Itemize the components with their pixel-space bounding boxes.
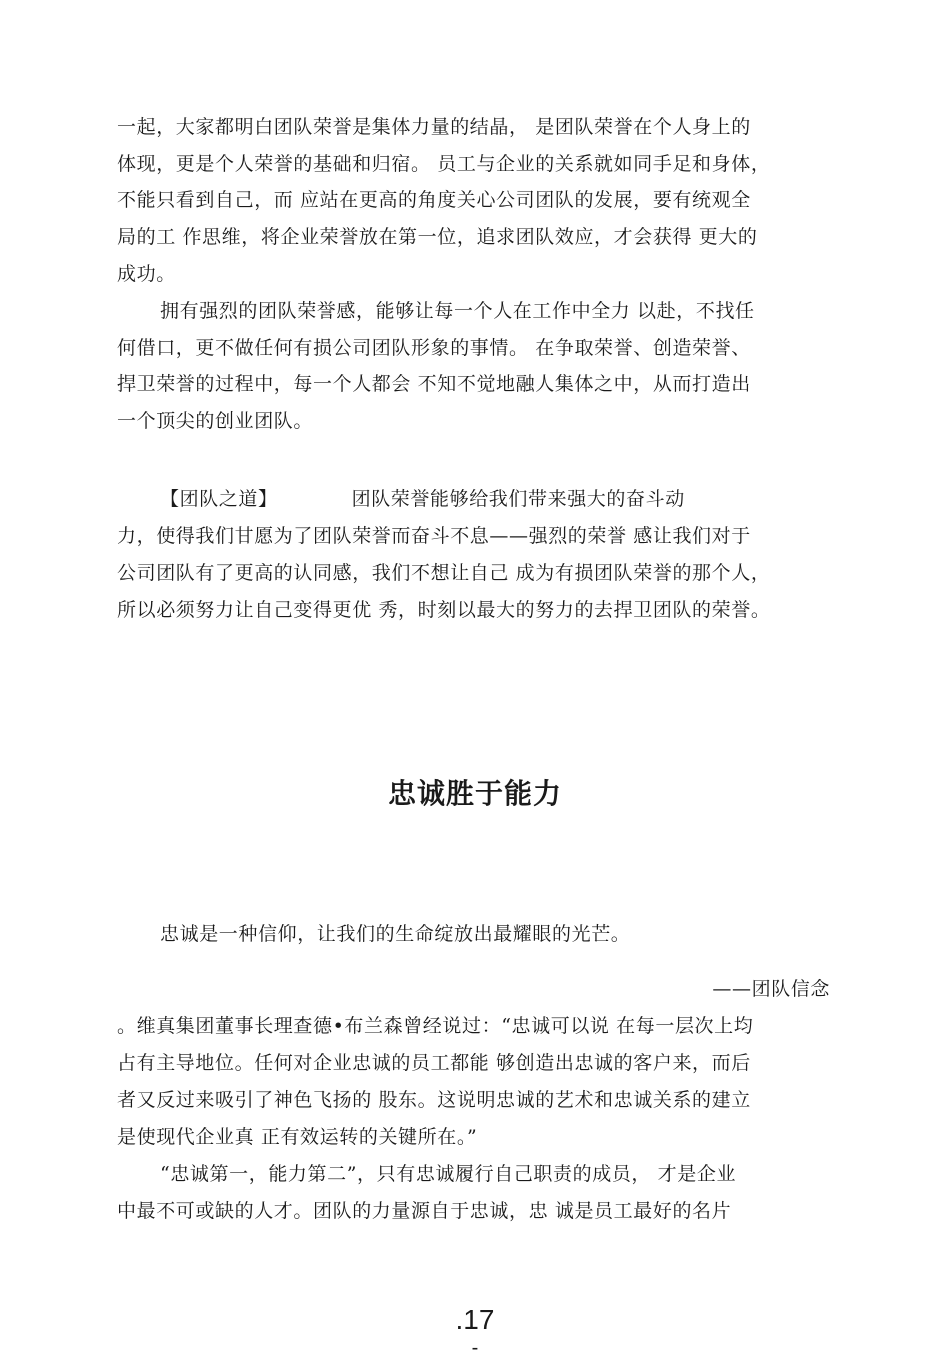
paragraph-4-line: “忠诚第一，能力第二”，只有忠诚履行自己职责的成员， 才是企业 bbox=[160, 1163, 737, 1185]
paragraph-1-line: 成功。 bbox=[117, 263, 176, 285]
paragraph-3-line: 者又反过来吸引了神色飞扬的 股东。这说明忠诚的艺术和忠诚关系的建立 bbox=[117, 1089, 751, 1111]
page-number: .17 bbox=[455, 1304, 495, 1335]
paragraph-2-line: 一个顶尖的创业团队。 bbox=[117, 410, 314, 432]
team-way-line: 公司团队有了更高的认同感，我们不想让自己 成为有损团队荣誉的那个人， bbox=[117, 562, 771, 584]
paragraph-2-line: 捍卫荣誉的过程中，每一个人都会 不知不觉地融人集体之中，从而打造出 bbox=[117, 373, 751, 395]
paragraph-2-line: 何借口，更不做任何有损公司团队形象的事情。 在争取荣誉、创造荣誉、 bbox=[117, 337, 751, 359]
paragraph-1-line: 一起，大家都明白团队荣誉是集体力量的结晶， 是团队荣誉在个人身上的 bbox=[117, 116, 751, 138]
team-way-line: 所以必须努力让自己变得更优 秀，时刻以最大的努力的去捍卫团队的荣誉。 bbox=[117, 599, 771, 621]
paragraph-3-line: 占有主导地位。任何对企业忠诚的员工都能 够创造出忠诚的客户来，而后 bbox=[117, 1052, 751, 1074]
paragraph-3-line: 是使现代企业真 正有效运转的关键所在。” bbox=[117, 1126, 478, 1148]
paragraph-2-line: 拥有强烈的团队荣誉感，能够让每一个人在工作中全力 以赴，不找任 bbox=[160, 300, 755, 322]
team-way-first-line bbox=[160, 487, 880, 511]
quote-text: 忠诚是一种信仰，让我们的生命绽放出最耀眼的光芒。 bbox=[160, 923, 631, 945]
team-way-line: 力，使得我们甘愿为了团队荣誉而奋斗不息——强烈的荣誉 感让我们对于 bbox=[117, 525, 751, 547]
page-number-tail: - bbox=[471, 1337, 479, 1359]
paragraph-4-line: 中最不可或缺的人才。团队的力量源自于忠诚，忠 诚是员工最好的名片 bbox=[117, 1200, 732, 1222]
team-way-label: 【团队之道】 bbox=[160, 488, 278, 510]
paragraph-1-line: 体现，更是个人荣誉的基础和归宿。 员工与企业的关系就如同手足和身体， bbox=[117, 153, 771, 175]
team-way-text: 团队荣誉能够给我们带来强大的奋斗动 bbox=[351, 488, 685, 510]
quote-source: ——团队信念 bbox=[712, 978, 830, 1000]
paragraph-1-line: 不能只看到自己，而 应站在更高的角度关心公司团队的发展，要有统观全 bbox=[117, 189, 751, 211]
section-title: 忠诚胜于能力 bbox=[387, 777, 562, 810]
paragraph-3-line: 。维真集团董事长理查德•布兰森曾经说过：“忠诚可以说 在每一层次上均 bbox=[117, 1015, 754, 1037]
paragraph-1-line: 局的工 作思维，将企业荣誉放在第一位，追求团队效应，才会获得 更大的 bbox=[117, 226, 758, 248]
